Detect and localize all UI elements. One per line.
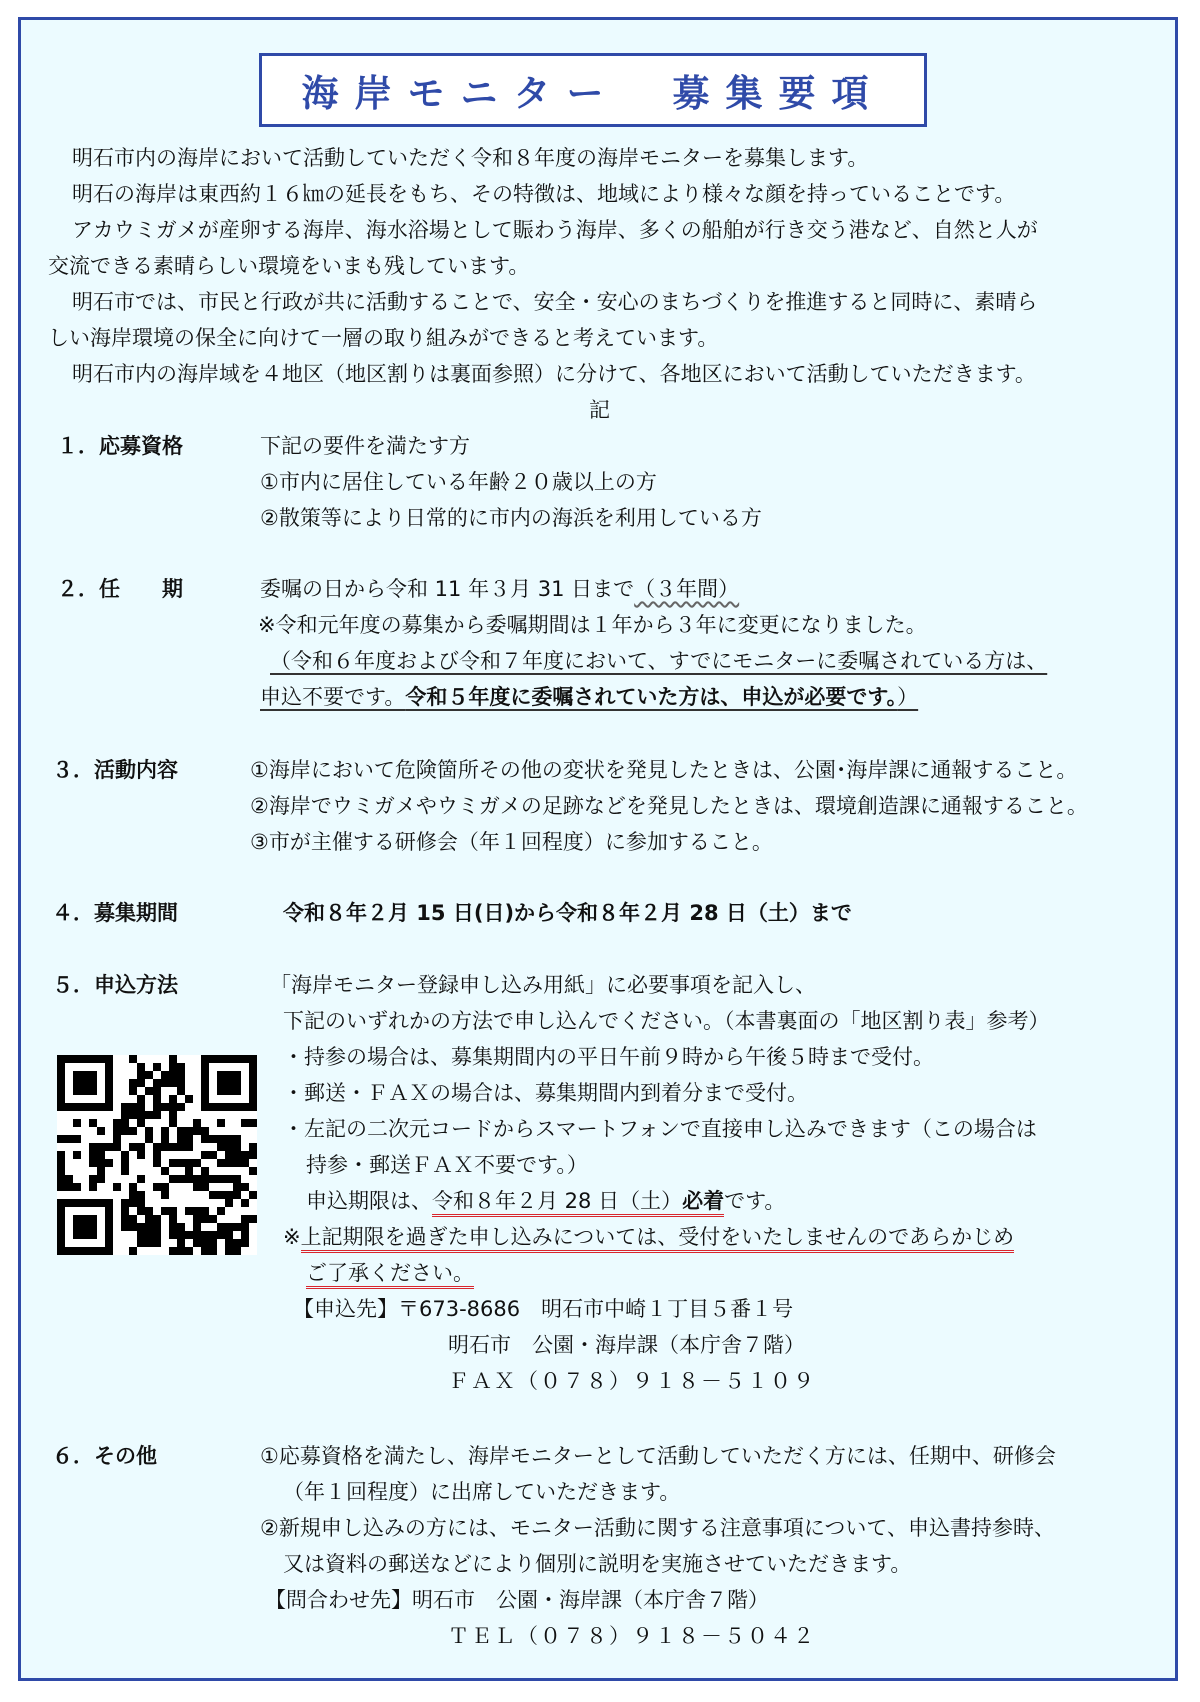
section-3-heading: ３．活動内容 — [52, 758, 178, 782]
late-notice-text: ご了承ください。 — [306, 1261, 474, 1289]
apply-line: 持参・郵送ＦＡＸ不要です。） — [306, 1153, 588, 1177]
recruit-period: 令和８年２月 15 日(日)から令和８年２月 28 日（土）まで — [283, 901, 852, 925]
section-4-heading: ４．募集期間 — [52, 901, 178, 925]
term-note-bold: 令和５年度に委嘱されていた方は、申込が必要です。 — [405, 685, 898, 709]
apply-address: 明石市 公園・海岸課（本庁舎７階） — [448, 1333, 805, 1357]
other-line: （年１回程度）に出席していただきます。 — [283, 1480, 681, 1504]
apply-line: 下記のいずれかの方法で申し込んでください。（本書裏面の「地区割り表」参考） — [283, 1009, 1050, 1033]
title-box — [259, 53, 927, 127]
term-note — [270, 646, 1047, 676]
intro-line: アカウミガメが産卵する海岸、海水浴場として賑わう海岸、多くの船舶が行き交う港など、自然と人が — [72, 218, 1038, 242]
page-title: 海岸モニター 募集要項 — [301, 72, 885, 115]
apply-line: ・左記の二次元コードからスマートフォンで直接申し込みできます（この場合は — [283, 1117, 1037, 1141]
section-1-line: 下記の要件を満たす方 — [260, 434, 470, 458]
late-notice-mark: ※ — [283, 1225, 301, 1249]
term-period: 委嘱の日から令和 11 年３月 31 日まで — [260, 577, 635, 601]
section-1-line: ②散策等により日常的に市内の海浜を利用している方 — [260, 506, 762, 530]
qr-code-icon[interactable] — [57, 1055, 257, 1255]
other-line: ①応募資格を満たし、海岸モニターとして活動していただく方には、任期中、研修会 — [260, 1444, 1056, 1468]
apply-line: ・持参の場合は、募集期間内の平日午前９時から午後５時まで受付。 — [283, 1045, 934, 1069]
other-line: ②新規申し込みの方には、モニター活動に関する注意事項について、申込書持参時、 — [260, 1516, 1055, 1540]
apply-line: ・郵送・ＦＡＸの場合は、募集期間内到着分まで受付。 — [283, 1081, 808, 1105]
late-notice — [283, 1222, 1014, 1252]
section-5-heading: ５．申込方法 — [52, 973, 178, 997]
intro-line: 明石市内の海岸において活動していただく令和８年度の海岸モニターを募集します。 — [72, 146, 869, 170]
deadline-prefix: 申込期限は、 — [306, 1189, 432, 1213]
term-line — [260, 574, 739, 604]
section-2-heading: ２．任 期 — [57, 577, 183, 601]
activity-line: ②海岸でウミガメやウミガメの足跡などを発見したときは、環境創造課に通報すること。 — [250, 794, 1088, 818]
intro-line: 交流できる素晴らしい環境をいまも残しています。 — [48, 254, 530, 278]
section-6-heading: ６．その他 — [52, 1444, 157, 1468]
contact-tel: ＴＥＬ（０７８）９１８－５０４２ — [448, 1624, 816, 1648]
intro-line: 明石の海岸は東西約１６㎞の延長をもち、その特徴は、地域により様々な顔を持っていることです。 — [72, 182, 1016, 206]
section-1-heading: １．応募資格 — [57, 434, 183, 458]
deadline-must-arrive: 必着 — [682, 1189, 724, 1217]
contact-line: 【問合わせ先】明石市 公園・海岸課（本庁舎７階） — [265, 1588, 769, 1612]
term-note-c: ） — [897, 685, 919, 709]
late-notice-text: 上記期限を過ぎた申し込みについては、受付をいたしませんのであらかじめ — [301, 1225, 1015, 1253]
deadline-suffix: です。 — [724, 1189, 786, 1213]
section-1-line: ①市内に居住している年齢２０歳以上の方 — [260, 470, 657, 494]
apply-address: 【申込先】〒673-8686 明石市中崎１丁目５番１号 — [293, 1297, 794, 1321]
other-line: 又は資料の郵送などにより個別に説明を実施させていただきます。 — [283, 1552, 912, 1576]
intro-line: 明石市内の海岸域を４地区（地区割りは裏面参照）に分けて、各地区において活動していただきます。 — [72, 362, 1036, 386]
intro-line: 明石市では、市民と行政が共に活動することで、安全・安心のまちづくりを推進すると同時に、素晴ら — [72, 290, 1038, 314]
term-note-underlined: （令和６年度および令和７年度において、すでにモニターに委嘱されている方は、 — [270, 649, 1048, 673]
intro-line: しい海岸環境の保全に向けて一層の取り組みができると考えています。 — [48, 326, 719, 350]
deadline-line — [306, 1186, 785, 1216]
term-note — [260, 682, 918, 712]
apply-fax: ＦＡＸ（０７８）９１８－５１０９ — [448, 1369, 816, 1393]
deadline-date: 令和８年２月 28 日（土） — [432, 1189, 682, 1217]
activity-line: ③市が主催する研修会（年１回程度）に参加すること。 — [250, 830, 773, 854]
apply-line: 「海岸モニター登録申し込み用紙」に必要事項を記入し、 — [270, 973, 816, 997]
term-note-a: 申込不要です。 — [260, 685, 406, 709]
term-note: ※令和元年度の募集から委嘱期間は１年から３年に変更になりました。 — [258, 613, 927, 637]
term-years: （３年間） — [634, 577, 740, 601]
late-notice — [306, 1258, 474, 1288]
activity-line: ①海岸において危険箇所その他の変状を発見したときは、公園･海岸課に通報すること。 — [250, 758, 1078, 782]
ki-mark: 記 — [589, 398, 610, 422]
